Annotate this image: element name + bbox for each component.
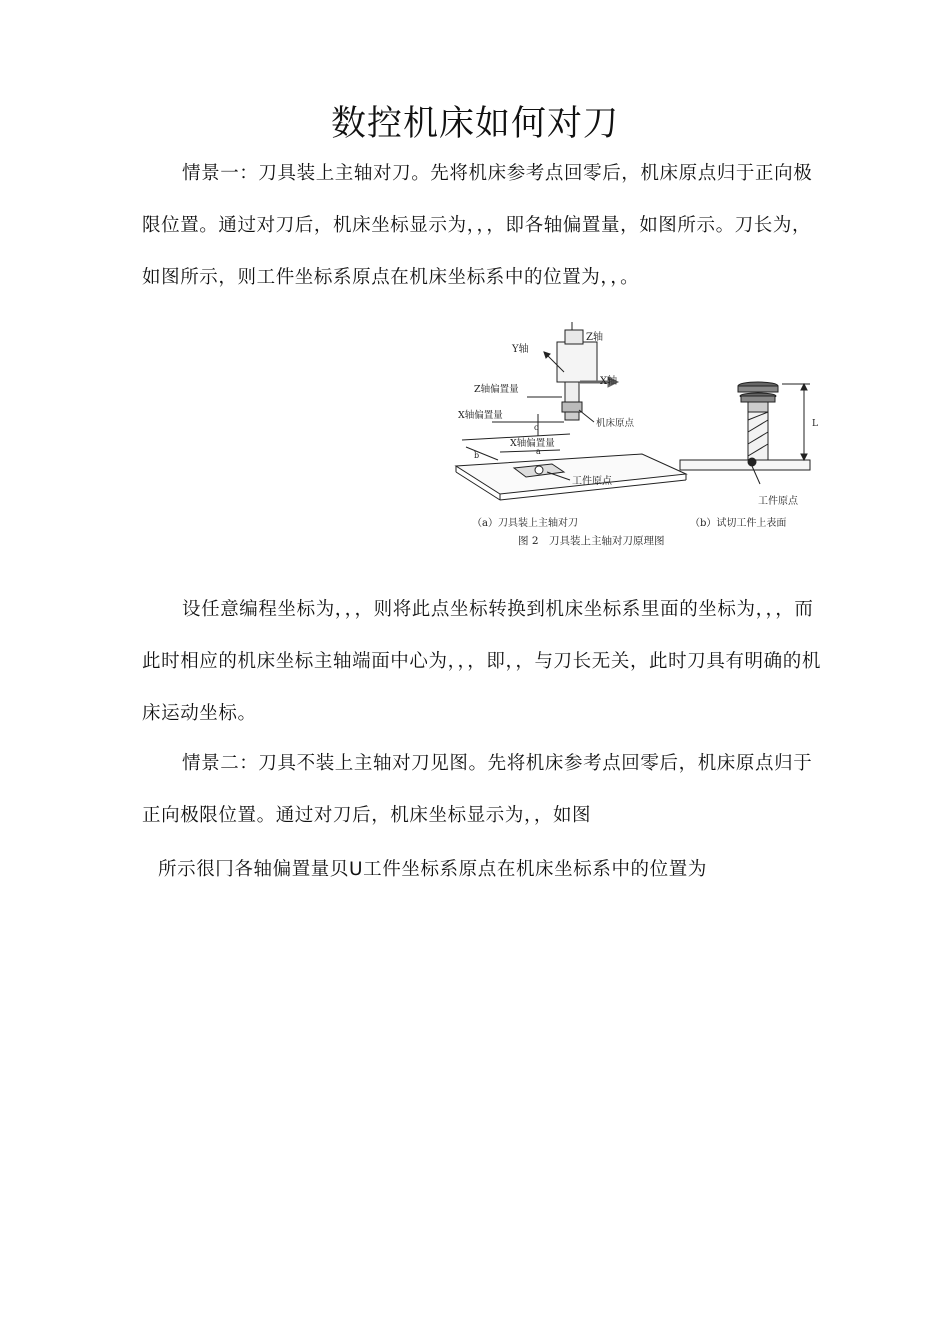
spindle-housing: [557, 342, 597, 382]
paragraph-scenario-one: 情景一：刀具装上主轴对刀。先将机床参考点回零后，机床原点归于正向极限位置。通过对刀后，机床坐标显示为，，，即各轴偏置量，如图所示。刀长为，如图所示，则工件坐标系原点在机床坐标系中的位置为，，。: [142, 163, 813, 288]
tool-setting-figure: [452, 322, 832, 554]
spindle-shaft: [565, 382, 579, 404]
l-dimension-label: L: [812, 419, 818, 429]
page-title: 数控机床如何对刀: [330, 104, 619, 144]
y-axis-label: Y轴: [512, 344, 529, 355]
c-dimension-label: c: [534, 423, 539, 432]
machine-origin-label: 机床原点: [596, 418, 635, 429]
x-offset-label-mid: X轴偏置量: [510, 438, 555, 449]
workpiece-b: [680, 460, 810, 470]
b-dimension-label: b: [474, 451, 480, 460]
tool-flange-b: [738, 386, 778, 392]
workpiece-origin-label-b: 工件原点: [758, 496, 798, 507]
tool-body: [565, 412, 579, 420]
x-offset-label-left: X轴偏置量: [458, 410, 503, 421]
paragraph-scenario-two: 情景二：刀具不装上主轴对刀见图。先将机床参考点回零后，机床原点归于正向极限位置。通过对刀后，机床坐标显示为，，如图: [142, 753, 813, 826]
z-axis-label: Z轴: [586, 332, 603, 343]
machine-table: [456, 454, 686, 494]
caption-b: （b）试切工件上表面: [690, 518, 787, 529]
workpiece-origin-label-a: 工件原点: [572, 476, 612, 487]
tool-shank-b: [748, 402, 768, 412]
x-axis-label: X轴: [600, 376, 618, 387]
caption-a: （a）刀具装上主轴对刀: [472, 518, 578, 529]
paragraph-fragment: 所示很冂各轴偏置量贝U工件坐标系原点在机床坐标系中的位置为: [158, 859, 707, 880]
z-offset-label: Z轴偏置量: [474, 384, 519, 395]
figure-caption: 图 2 刀具装上主轴对刀原理图: [518, 535, 665, 547]
a-dimension-label: a: [536, 447, 541, 456]
paragraph-coordinates: 设任意编程坐标为，，，则将此点坐标转换到机床坐标系里面的坐标为，，，而此时相应的机床坐标主轴端面中心为，，，即，，与刀长无关，此时刀具有明确的机床运动坐标。: [142, 599, 821, 724]
spindle-top: [565, 330, 583, 344]
